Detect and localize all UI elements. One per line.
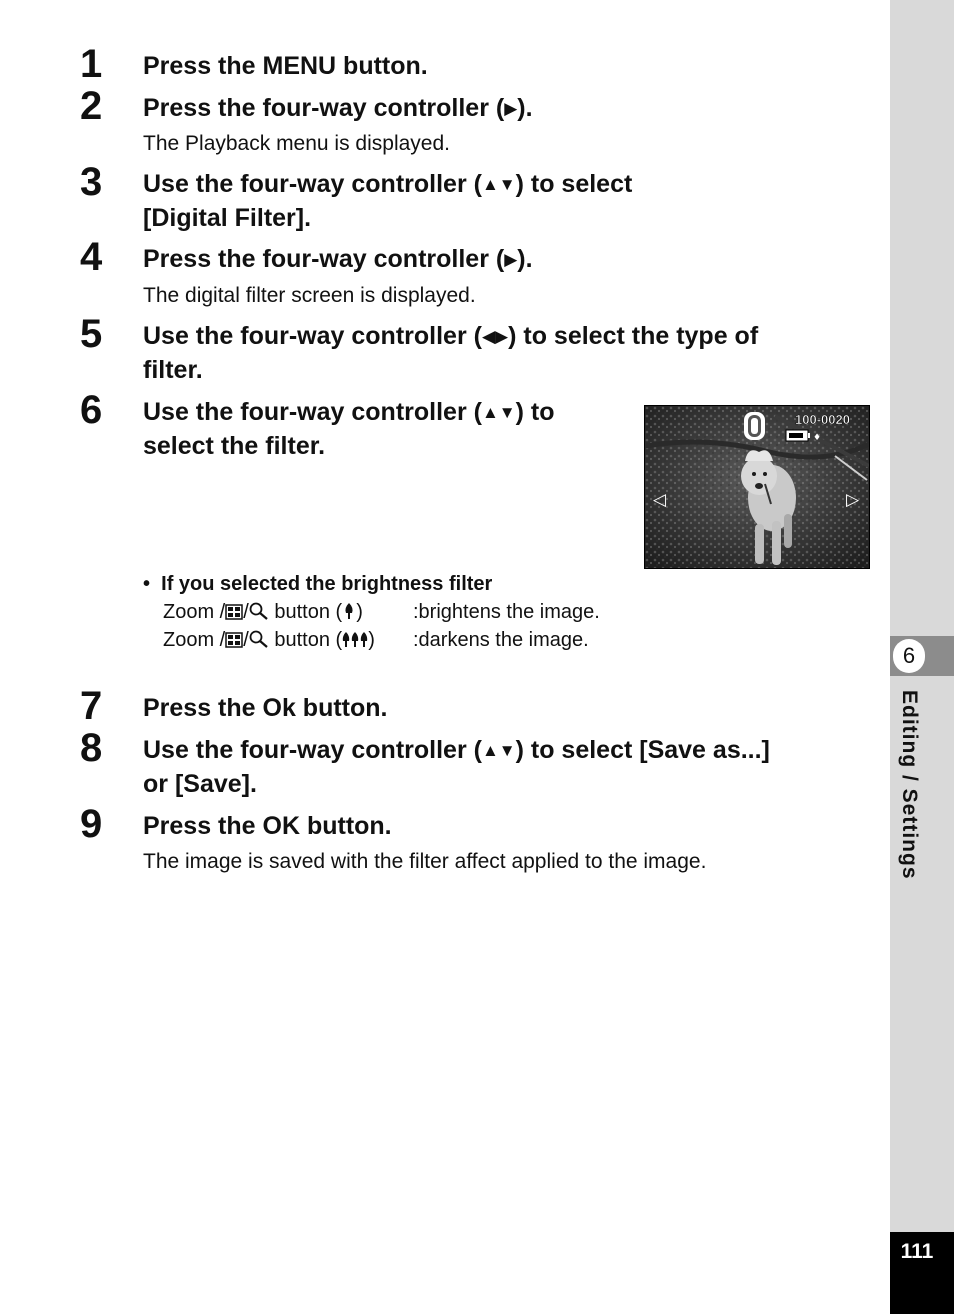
step-heading: Use the four-way controller (▲▼) to select [143,170,633,198]
wide-trees-icon [342,630,368,648]
right-arrow-icon: ▶ [504,99,518,118]
step-number: 1 [80,42,103,86]
tele-single-tree-icon [342,602,356,620]
step-description: The digital filter screen is displayed. [143,284,476,307]
up-down-arrow-icon: ▲▼ [481,403,516,422]
step-number: 3 [80,160,103,204]
step-number: 8 [80,726,103,770]
step-heading: Press the Ok button. [143,694,388,722]
chapter-number: 6 [893,639,925,673]
magnify-icon [249,630,269,648]
step-heading: Press the four-way controller (▶). [143,245,533,273]
step-heading: Press the four-way controller (▶). [143,94,533,122]
protect-icon: ♦ [813,433,822,443]
brightness-note-line-darken: Zoom / / button ( ) :darkens the image. [163,626,375,654]
step-heading: Use the four-way controller (▲▼) to [143,398,555,426]
brighten-effect-text: :brightens the image. [413,601,600,623]
step-number: 9 [80,802,103,846]
step-heading: Use the four-way controller (▲▼) to select [Save as...] [143,736,770,764]
step-heading: Press the MENU button. [143,52,428,80]
step-number: 7 [80,684,103,728]
up-down-arrow-icon: ▲▼ [481,175,516,194]
chapter-title: Editing / Settings [898,690,921,880]
step-number: 2 [80,84,103,128]
right-arrow-icon: ▷ [846,490,860,510]
thumbnail-icon [225,604,243,620]
step-heading-line2: or [Save]. [143,770,257,798]
step-number: 4 [80,235,103,279]
step-heading: Use the four-way controller (◀▶) to select the type of [143,322,759,350]
darken-effect-text: :darkens the image. [413,629,589,651]
brightness-note-title: • If you selected the brightness filter [143,573,493,595]
step-number: 5 [80,312,103,356]
step-heading: Press the OK button. [143,812,392,840]
battery-icon [786,430,810,441]
step-heading-line2: select the filter. [143,432,326,460]
magnify-icon [249,602,269,620]
left-arrow-icon: ◁ [653,490,667,510]
file-number: 100-0020 [795,412,850,427]
step-heading-line2: filter. [143,356,203,384]
thumbnail-icon [225,632,243,648]
brightness-note-line-brighten: Zoom / / button ( ) :brightens the image. [163,598,363,626]
step-number: 6 [80,388,103,432]
right-arrow-icon: ▶ [504,250,518,269]
dog-photo [645,406,869,568]
page-number: 111 [900,1240,934,1263]
left-right-arrow-icon: ◀▶ [481,327,509,346]
digital-filter-screen-image [644,405,870,569]
filter-icon [744,412,765,440]
up-down-arrow-icon: ▲▼ [481,741,516,760]
step-description: The Playback menu is displayed. [143,132,450,155]
step-description: The image is saved with the filter affect applied to the image. [143,850,707,873]
step-heading-line2: [Digital Filter]. [143,204,312,232]
